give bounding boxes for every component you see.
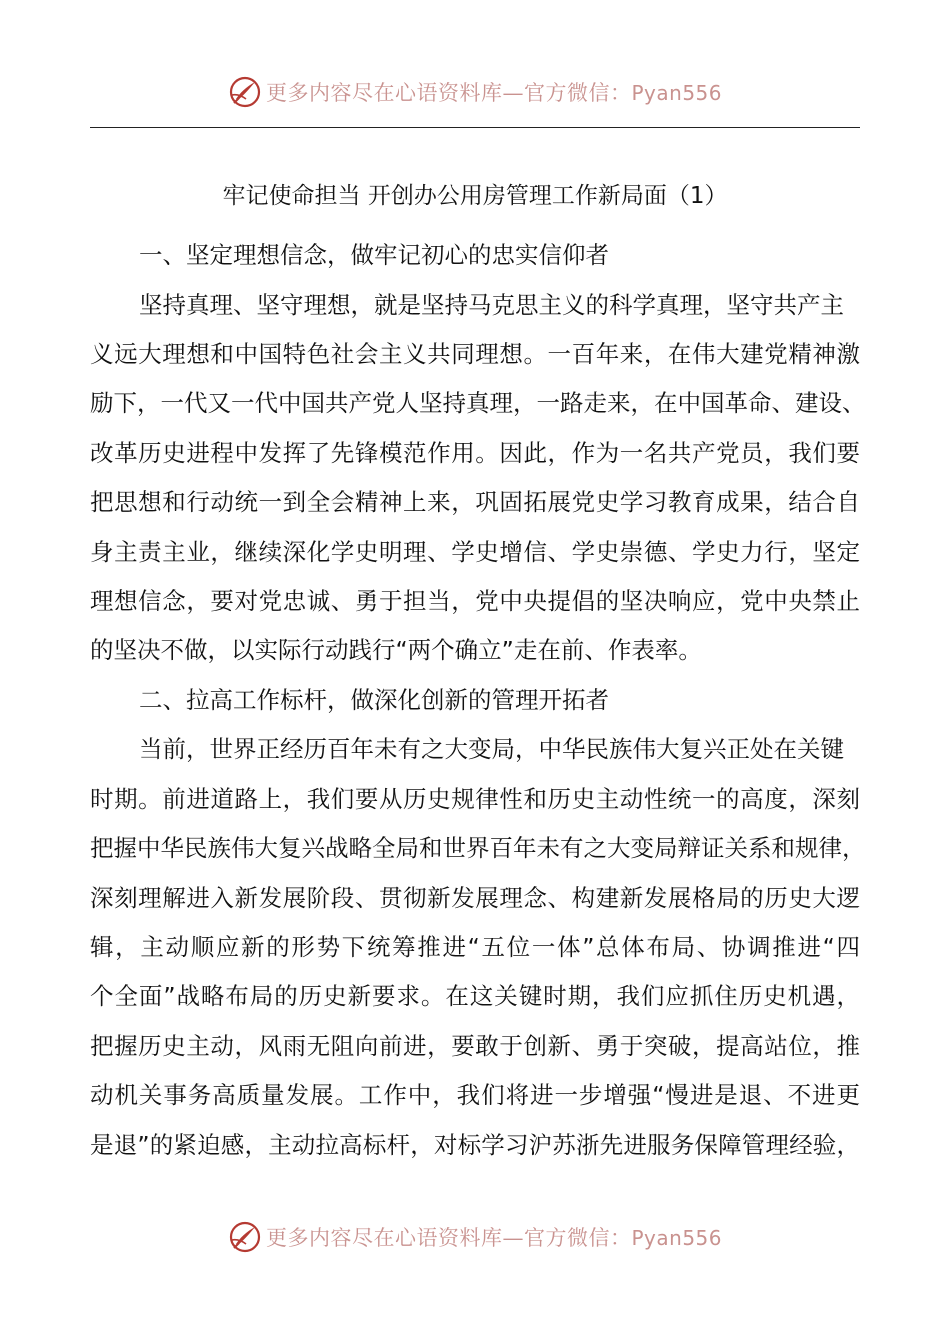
- paragraph-line: 把握历史主动，风雨无阻向前进，要敢于创新、勇于突破，提高站位，推: [90, 1032, 860, 1060]
- paragraph-line: 把握中华民族伟大复兴战略全局和世界百年未有之大变局辩证关系和规律，: [90, 834, 866, 862]
- paragraph-line: 辑，主动顺应新的形势下统筹推进“五位一体”总体布局、协调推进“四: [90, 933, 860, 961]
- footer-banner: [0, 1217, 950, 1257]
- paragraph-line: 深刻理解进入新发展阶段、贯彻新发展理念、构建新发展格局的历史大逻: [90, 884, 860, 912]
- banner-text: 更多内容尽在心语资料库—官方微信：Pyan556: [265, 1226, 722, 1250]
- paragraph-line: 时期。前进道路上，我们要从历史规律性和历史主动性统一的高度，深刻: [90, 785, 860, 813]
- paragraph-line: 动机关事务高质量发展。工作中，我们将进一步增强“慢进是退、不进更: [90, 1081, 860, 1109]
- header-banner: [0, 72, 950, 112]
- section-heading: 一、坚定理想信念，做牢记初心的忠实信仰者: [139, 241, 609, 269]
- paragraph-line: 坚持真理、坚守理想，就是坚持马克思主义的科学真理，坚守共产主: [139, 291, 844, 319]
- banner-contact: Pyan556: [631, 1226, 722, 1250]
- document-title: 牢记使命担当 开创办公用房管理工作新局面（1）: [222, 183, 728, 209]
- banner-contact: Pyan556: [631, 81, 722, 105]
- header-divider: [90, 127, 860, 128]
- paragraph-line: 励下，一代又一代中国共产党人坚持真理，一路走来，在中国革命、建设、: [90, 389, 866, 417]
- paragraph-line: 当前，世界正经历百年未有之大变局，中华民族伟大复兴正处在关键: [139, 735, 844, 763]
- paragraph-line: 改革历史进程中发挥了先锋模范作用。因此，作为一名共产党员，我们要: [90, 439, 860, 467]
- banner-text: 更多内容尽在心语资料库—官方微信：Pyan556: [265, 81, 722, 105]
- paragraph-line: 身主责主业，继续深化学史明理、学史增信、学史崇德、学史力行，坚定: [90, 538, 860, 566]
- section-heading: 二、拉高工作标杆，做深化创新的管理开拓者: [139, 686, 609, 714]
- paragraph-line: 把思想和行动统一到全会精神上来，巩固拓展党史学习教育成果，结合自: [90, 488, 860, 516]
- quill-logo-icon: [228, 75, 262, 109]
- paragraph-line: 的坚决不做，以实际行动践行“两个确立”走在前、作表率。: [90, 636, 702, 664]
- paragraph-line: 理想信念，要对党忠诚、勇于担当，党中央提倡的坚决响应，党中央禁止: [90, 587, 860, 615]
- quill-logo-icon: [228, 1220, 262, 1254]
- paragraph-line: 义远大理想和中国特色社会主义共同理想。一百年来，在伟大建党精神激: [90, 340, 860, 368]
- paragraph-line: 是退”的紧迫感，主动拉高标杆，对标学习沪苏浙先进服务保障管理经验，: [90, 1131, 860, 1159]
- paragraph-line: 个全面”战略布局的历史新要求。在这关键时期，我们应抓住历史机遇，: [90, 982, 860, 1010]
